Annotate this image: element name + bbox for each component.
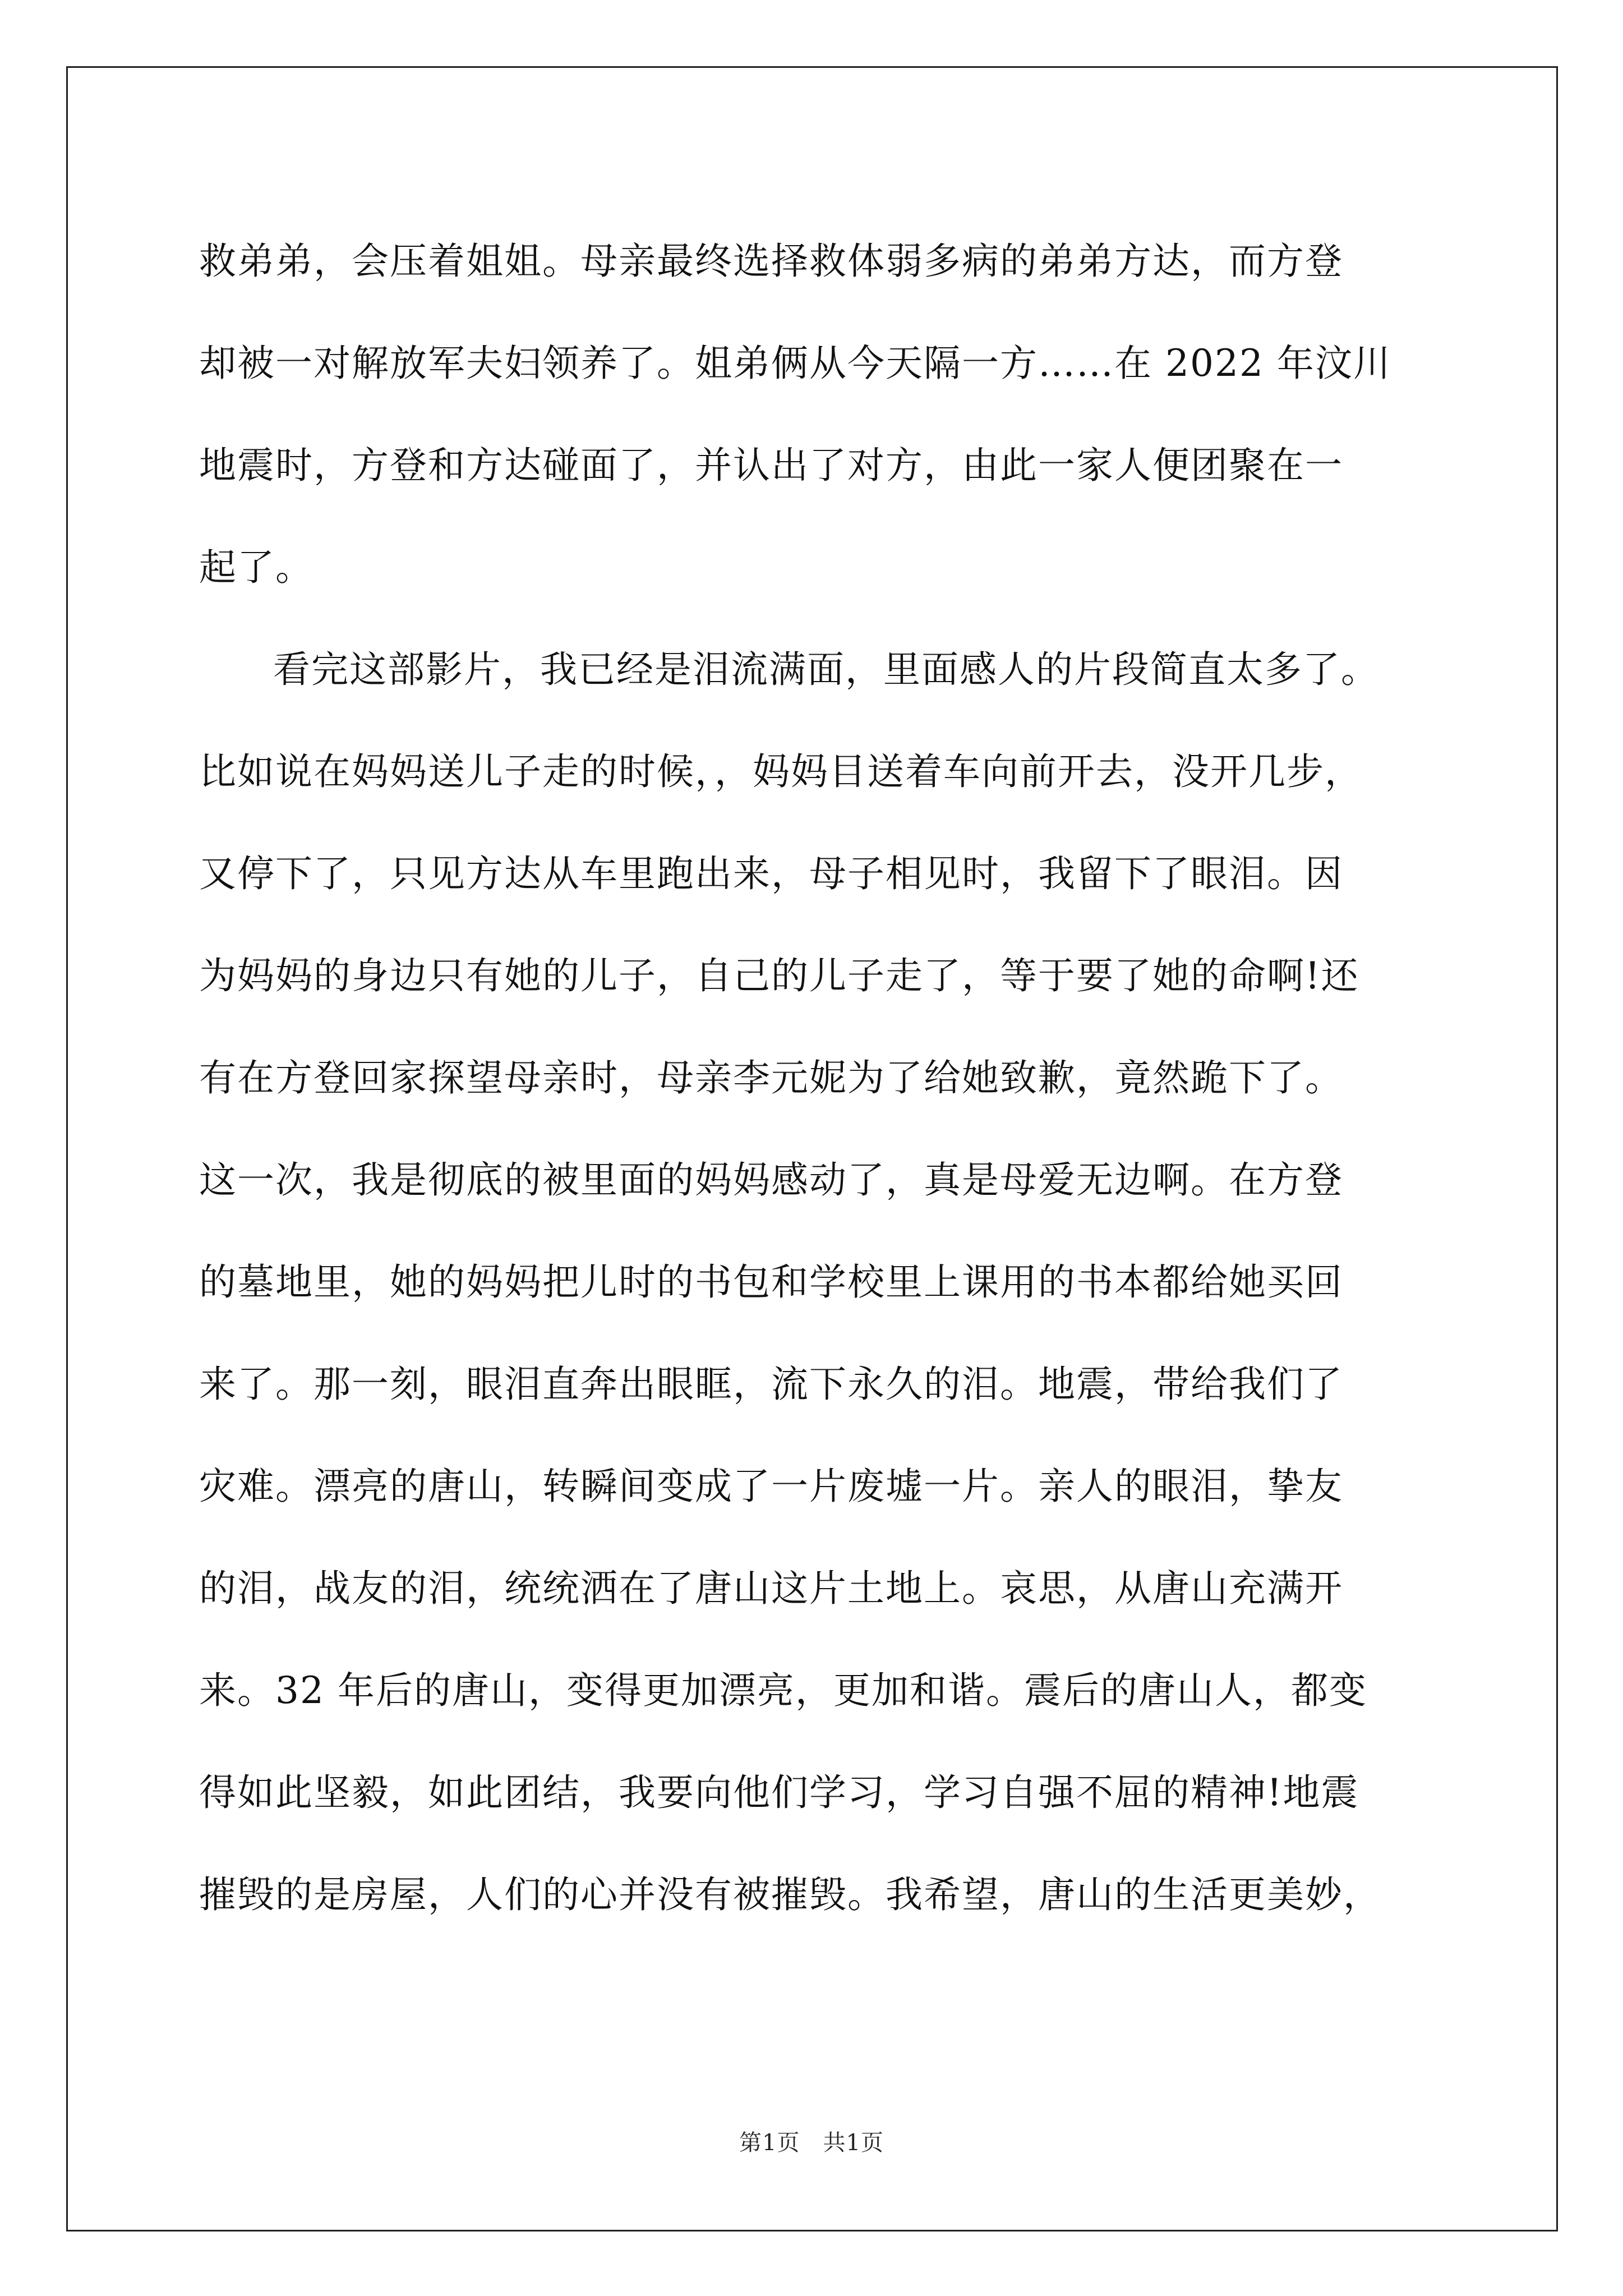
text-line: 有在方登回家探望母亲时，母亲李元妮为了给她致歉，竟然跪下了。 xyxy=(199,1056,1343,1099)
text-line: 灾难。漂亮的唐山，转瞬间变成了一片废墟一片。亲人的眼泪，挚友 xyxy=(199,1465,1343,1508)
text-line: 的泪，战友的泪，统统洒在了唐山这片土地上。哀思，从唐山充满开 xyxy=(199,1567,1343,1610)
document-body xyxy=(199,210,1433,1946)
text-line: 又停下了，只见方达从车里跑出来，母子相见时，我留下了眼泪。因 xyxy=(199,852,1343,895)
text-line: 却被一对解放军夫妇领养了。姐弟俩从今天隔一方……在 2022 年汶川 xyxy=(199,342,1391,385)
paragraph-first-line: 看完这部影片，我已经是泪流满面，里面感人的片段简直太多了。 xyxy=(273,648,1379,691)
text-line: 比如说在妈妈送儿子走的时候，，妈妈目送着车向前开去，没开几步， xyxy=(199,750,1363,793)
text-line: 摧毁的是房屋，人们的心并没有被摧毁。我希望，唐山的生活更美妙， xyxy=(199,1873,1381,1916)
page-number-footer: 第1页 共1页 xyxy=(739,2130,884,2156)
text-line: 来了。那一刻，眼泪直奔出眼眶，流下永久的泪。地震，带给我们了 xyxy=(199,1363,1343,1406)
text-line: 来。32 年后的唐山，变得更加漂亮，更加和谐。震后的唐山人，都变 xyxy=(199,1669,1367,1712)
text-line: 的墓地里，她的妈妈把儿时的书包和学校里上课用的书本都给她买回 xyxy=(199,1260,1343,1304)
text-line: 这一次，我是彻底的被里面的妈妈感动了，真是母爱无边啊。在方登 xyxy=(199,1158,1343,1202)
text-line: 为妈妈的身边只有她的儿子，自己的儿子走了，等于要了她的命啊!还 xyxy=(199,954,1359,997)
text-line: 救弟弟，会压着姐姐。母亲最终选择救体弱多病的弟弟方达，而方登 xyxy=(199,240,1343,283)
text-line: 地震时，方登和方达碰面了，并认出了对方，由此一家人便团聚在一 xyxy=(199,444,1343,487)
text-line: 得如此坚毅，如此团结，我要向他们学习，学习自强不屈的精神!地震 xyxy=(199,1771,1359,1814)
text-line: 起了。 xyxy=(199,546,313,589)
